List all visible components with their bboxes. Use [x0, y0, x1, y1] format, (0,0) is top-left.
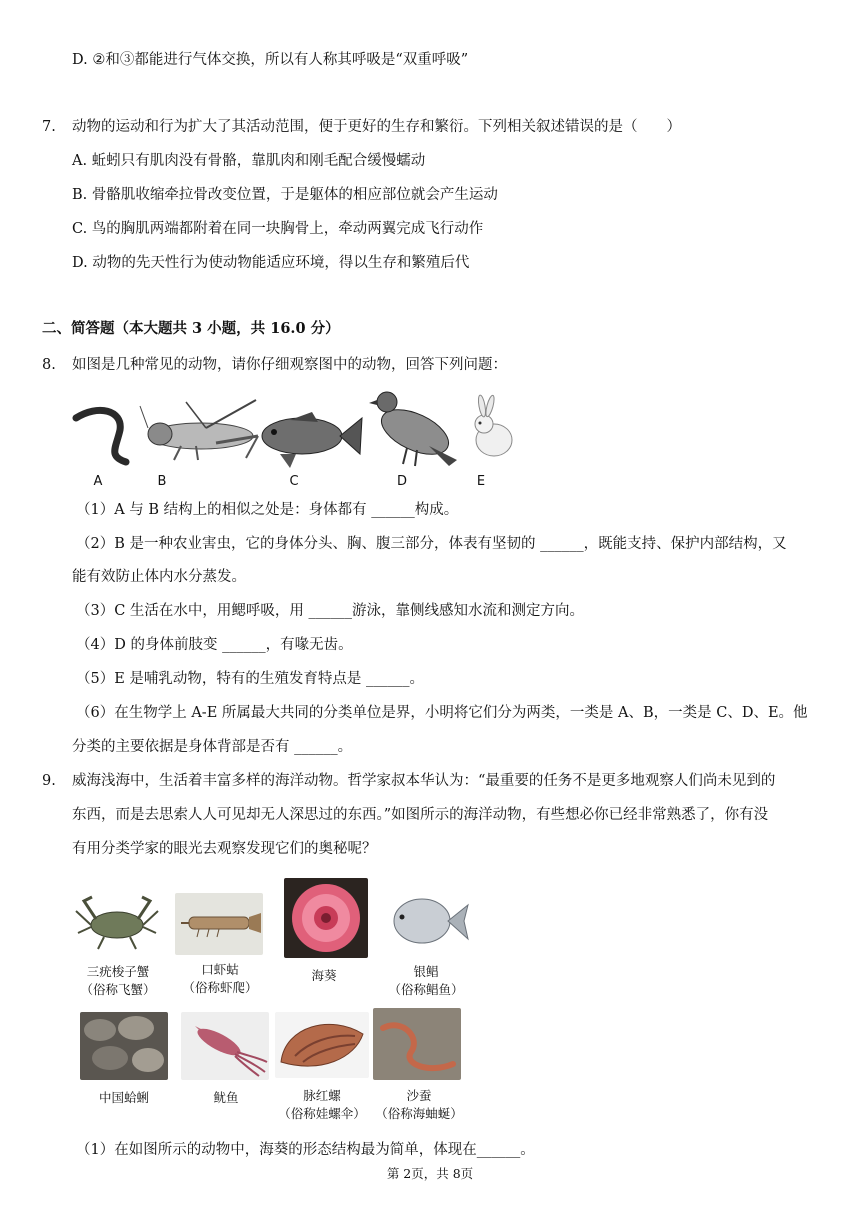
q8-sub6: （6）在生物学上 A-E 所属最大共同的分类单位是界，小明将它们分为两类，一类是 A、B，一类是 C、D、E。他 — [76, 705, 808, 721]
pigeon-icon — [369, 392, 457, 466]
mantis-shrimp-photo — [175, 893, 263, 955]
q8-sub2-cont: 能有效防止体内水分蒸发。 — [72, 569, 246, 585]
figure-label-b: B — [157, 474, 167, 489]
q7-option-d: D. 动物的先天性行为使动物能适应环境，得以生存和繁殖后代 — [72, 255, 470, 271]
q8-number: 8. — [42, 357, 56, 373]
figure-label-d: D — [396, 474, 407, 489]
clam-photo — [80, 1012, 168, 1080]
q7-option-b: B. 骨骼肌收缩牵拉骨改变位置，于是躯体的相应部位就会产生运动 — [72, 187, 498, 203]
figure-label-e: E — [476, 474, 486, 489]
fish-icon — [262, 412, 362, 468]
figure-label-a: A — [93, 474, 103, 489]
pomfret-caption-2: （俗称鲳鱼） — [388, 982, 464, 997]
q9-stem-line1: 威海浅海中，生活着丰富多样的海洋动物。哲学家叔本华认为：“最重要的任务不是更多地观察人们尚未见到的 — [72, 773, 776, 789]
q7-number: 7. — [42, 119, 56, 135]
q8-sub5: （5）E 是哺乳动物，特有的生殖发育特点是 ______。 — [76, 671, 425, 687]
q8-sub2: （2）B 是一种农业害虫，它的身体分头、胸、腹三部分，体表有坚韧的 ______，既能支持、保护内部结构，又 — [76, 536, 787, 552]
ragworm-photo — [373, 1008, 461, 1080]
clam-caption: 中国蛤蜊 — [98, 1090, 149, 1105]
veined-rapa-whelk-photo — [275, 1012, 369, 1078]
q9-number: 9. — [42, 773, 56, 789]
q9-sub1: （1）在如图所示的动物中，海葵的形态结构最为简单，体现在______。 — [76, 1142, 535, 1158]
q8-animal-drawings — [68, 390, 538, 490]
q9-stem-line2: 东西，而是去思索人人可见却无人深思过的东西。”如图所示的海洋动物，有些想必你已经非常熟悉了，你有没 — [72, 807, 769, 823]
q8-animal-figure — [68, 390, 538, 490]
q8-sub3: （3）C 生活在水中，用鳃呼吸，用 ______游泳，靠侧线感知水流和测定方向。 — [76, 603, 585, 619]
section-title: 二、简答题（本大题共 3 小题，共 16.0 分） — [42, 320, 340, 337]
sea-anemone-photo — [284, 878, 368, 958]
q8-sub6-cont: 分类的主要依据是身体背部是否有 ______。 — [72, 739, 353, 755]
grasshopper-icon — [140, 400, 258, 460]
ragworm-caption-2: （俗称海蚰蜒） — [375, 1106, 463, 1121]
q8-stem: 如图是几种常见的动物，请你仔细观察图中的动物，回答下列问题： — [72, 357, 507, 373]
squid-caption: 鱿鱼 — [213, 1090, 239, 1105]
veined-rapa-whelk-caption-1: 脉红螺 — [303, 1088, 341, 1103]
q7-option-c: C. 鸟的胸肌两端都附着在同一块胸骨上，牵动两翼完成飞行动作 — [72, 221, 484, 237]
crab-caption-1: 三疣梭子蟹 — [86, 964, 150, 979]
page-footer: 第 2页，共 8页 — [386, 1166, 474, 1181]
figure-label-c: C — [289, 474, 299, 489]
q7-option-a: A. 蚯蚓只有肌肉没有骨骼，靠肌肉和刚毛配合缓慢蠕动 — [72, 153, 426, 169]
rabbit-icon — [475, 395, 512, 456]
mantis-shrimp-caption-2: （俗称虾爬） — [182, 980, 258, 995]
q7-stem: 动物的运动和行为扩大了其活动范围，便于更好的生存和繁衍。下列相关叙述错误的是（ ） — [72, 119, 681, 135]
veined-rapa-whelk-caption-2: （俗称娃螺伞） — [278, 1106, 366, 1121]
crab-caption-2: （俗称飞蟹） — [80, 982, 156, 997]
earthworm-icon — [76, 410, 126, 462]
squid-photo — [181, 1012, 269, 1080]
ragworm-caption-1: 沙蚕 — [406, 1088, 432, 1103]
q6-option-d: D. ②和③都能进行气体交换，所以有人称其呼吸是“双重呼吸” — [72, 52, 469, 68]
crab-photo — [74, 893, 160, 955]
mantis-shrimp-caption-1: 口虾蛄 — [201, 962, 239, 977]
q8-sub1: （1）A 与 B 结构上的相似之处是：身体都有 ______构成。 — [76, 502, 459, 518]
q9-stem-line3: 有用分类学家的眼光去观察发现它们的奥秘呢？ — [72, 841, 377, 857]
q8-sub4: （4）D 的身体前肢变 ______，有喙无齿。 — [76, 637, 353, 653]
pomfret-caption-1: 银鲳 — [413, 964, 439, 979]
pomfret-photo — [388, 887, 470, 955]
sea-anemone-caption: 海葵 — [311, 968, 337, 983]
